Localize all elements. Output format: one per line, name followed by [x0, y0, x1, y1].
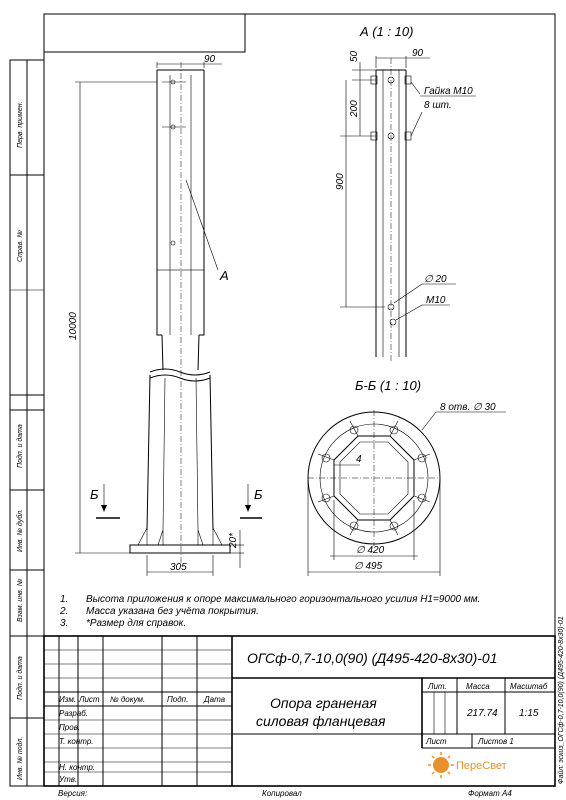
product-name-line2: силовая фланцевая	[256, 713, 386, 729]
title-block	[44, 636, 555, 786]
detail-a-dim-200: 200	[349, 100, 360, 117]
dim-pole-height: 10000	[68, 312, 79, 340]
designation: ОГСф-0,7-10,0(90) (Д495-420-8х30)-01	[247, 650, 498, 666]
row-prov: Пров.	[59, 723, 81, 732]
detail-a-nut-label: Гайка М10	[424, 86, 473, 97]
stamp-perv-primen: Перв. примен.	[17, 101, 24, 148]
dim-base-height: 20*	[228, 532, 239, 548]
row-razrab: Разраб.	[59, 709, 88, 718]
detail-a-title: А (1 : 10)	[360, 24, 414, 39]
col-doc: № докум.	[110, 695, 146, 704]
row-tkontr: Т. контр.	[59, 737, 94, 746]
footer-versia: Версия:	[58, 789, 88, 798]
notes	[59, 594, 480, 629]
section-dim-495: ∅ 495	[354, 561, 383, 572]
stamp-inv-dubl: Инв. № дубл.	[17, 508, 24, 552]
sheet-border	[44, 14, 555, 786]
listov-label: Листов 1	[478, 737, 514, 746]
stamp-sprav-no: Справ. №	[17, 230, 24, 262]
row-utv: Утв.	[59, 775, 78, 784]
section-dim-420: ∅ 420	[356, 545, 385, 556]
mass-header: Масса	[466, 682, 490, 691]
stamp-podp-data-1: Подп. и дата	[17, 424, 24, 468]
col-list: Лист	[79, 695, 100, 704]
detail-a-thread: М10	[426, 295, 446, 306]
file-label: Файл: эскиз_ОГСф-0,7-10,0(90) (Д495-420-8х30)-01	[558, 616, 565, 784]
dim-top-width: 90	[204, 54, 216, 65]
note-2-text: Масса указана без учёта покрытия.	[86, 606, 259, 617]
note-2-num: 2.	[60, 606, 69, 617]
mass-value: 217.74	[467, 708, 498, 719]
scale-header: Масштаб	[510, 682, 548, 691]
row-nkontr: Н. контр.	[59, 763, 96, 772]
section-holes-label: 8 отв. ∅ 30	[440, 402, 496, 413]
detail-a-dim-50: 50	[349, 50, 360, 62]
footer-format: Формат А4	[468, 789, 512, 798]
note-3-num: 3.	[60, 618, 69, 629]
company-name: ПереСвет	[456, 760, 507, 772]
col-izm: Изм.	[59, 695, 77, 704]
stamp-podp-data-2: Подп. и дата	[17, 656, 24, 700]
top-left-stamp-box	[44, 14, 245, 52]
detail-a-dim-90: 90	[412, 48, 424, 59]
stamp-inv-podl: Инв. № подл.	[17, 736, 24, 780]
section-dim-4: 4	[356, 454, 362, 465]
section-mark-b-right: Б	[254, 487, 263, 502]
stamp-vzam-inv: Взам. инв. №	[17, 578, 24, 622]
dim-base-width: 305	[170, 562, 187, 573]
callout-a: А	[220, 268, 229, 283]
note-1-num: 1.	[60, 594, 69, 605]
section-bb-title: Б-Б (1 : 10)	[355, 378, 422, 393]
col-podp: Подп.	[167, 695, 189, 704]
side-stamp	[10, 60, 44, 786]
detail-a-dim-900: 900	[335, 173, 346, 190]
pole-main-view	[68, 54, 263, 576]
col-data: Дата	[204, 695, 226, 704]
scale-value: 1:15	[519, 708, 539, 719]
product-name-line1: Опора граненая	[270, 695, 377, 711]
section-mark-b-left: Б	[90, 487, 99, 502]
detail-a-nut-qty: 8 шт.	[424, 100, 452, 111]
list-label: Лист	[426, 737, 447, 746]
section-bb-view	[308, 378, 506, 576]
footer-kopiroval: Копировал	[262, 789, 302, 798]
lit-header: Лит.	[428, 682, 447, 691]
detail-a-view	[335, 24, 476, 362]
note-1-text: Высота приложения к опоре максимального горизонтального усилия Н1=9000 мм.	[86, 594, 481, 605]
company-logo	[428, 752, 507, 778]
detail-a-hole-dia: ∅ 20	[424, 274, 447, 285]
note-3-text: *Размер для справок.	[86, 618, 187, 629]
